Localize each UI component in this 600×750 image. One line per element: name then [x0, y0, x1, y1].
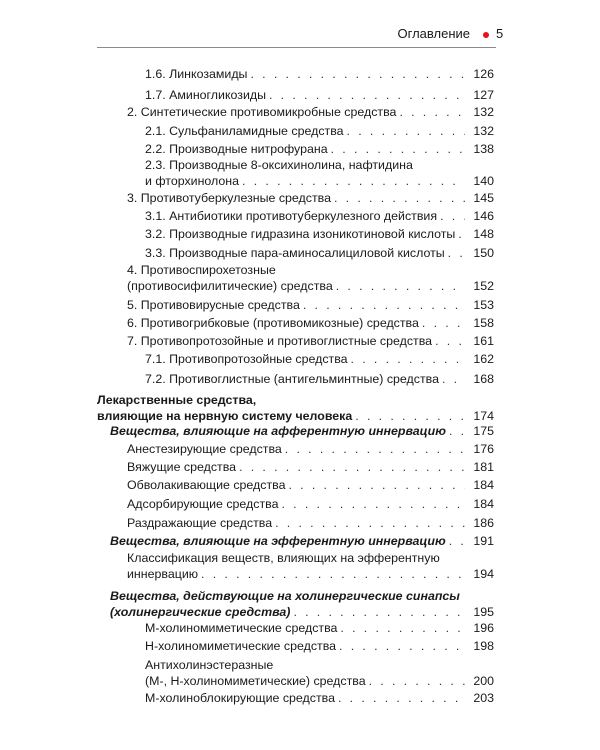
toc-entry-page: 161: [473, 334, 494, 348]
toc-entry-title: Анестезирующие средства: [127, 442, 282, 456]
dot-leader: [422, 315, 465, 331]
toc-entry: [145, 226, 494, 242]
toc-entry: [127, 315, 494, 331]
toc-entry-title: М-холиномиметические средства: [145, 621, 338, 635]
toc-entry: [127, 441, 494, 457]
dot-leader: [339, 638, 465, 654]
toc-entry-page: 132: [473, 105, 494, 119]
toc-entry: [127, 515, 494, 531]
dot-leader: [201, 566, 465, 582]
dot-leader: [285, 441, 465, 457]
toc-entry-title: 3.1. Антибиотики противотуберкулезного действия: [145, 209, 438, 223]
toc-entry-title: 2. Синтетические противомикробные средства: [127, 105, 397, 119]
dot-leader: [449, 423, 465, 439]
dot-leader: [399, 104, 465, 120]
dot-leader: [369, 673, 465, 689]
toc-entry-page: 168: [473, 372, 494, 386]
toc-entry-page: 148: [473, 227, 494, 241]
toc-section-entry: [110, 533, 494, 549]
toc-entry: [127, 190, 494, 206]
toc-entry-page: 152: [473, 279, 494, 293]
toc-entry: [145, 66, 494, 82]
dot-leader: [449, 533, 465, 549]
toc-entry-title-line1: 2.3. Производные 8-оксихинолина, нафтидина: [145, 158, 413, 172]
dot-leader: [340, 620, 465, 636]
toc-entry-title: Вяжущие средства: [127, 460, 237, 474]
toc-entry: [127, 297, 494, 313]
toc-entry: [127, 496, 494, 512]
dot-leader: [331, 141, 465, 157]
toc-entry: [145, 208, 494, 224]
toc-entry: [127, 104, 494, 120]
dot-leader: [303, 297, 465, 313]
toc-entry-title: Адсорбирующие средства: [127, 497, 279, 511]
dot-leader: [435, 333, 465, 349]
toc-entry: [145, 123, 494, 139]
toc-entry-title-line1: Антихолинэстеразные: [145, 658, 274, 672]
dot-leader: [334, 190, 465, 206]
toc-entry-page: 140: [473, 174, 494, 188]
toc-entry-title: 5. Противовирусные средства: [127, 298, 300, 312]
header-rule: [97, 47, 496, 48]
toc-entry-page: 162: [473, 352, 494, 366]
toc-entry-title: 3.3. Производные пара-аминосалициловой кислоты: [145, 246, 445, 260]
toc-entry: [127, 459, 494, 475]
toc-entry-page: 146: [473, 209, 494, 223]
toc-entry: [127, 333, 494, 349]
toc-entry-page: 126: [473, 67, 494, 81]
toc-entry-title: М-холиноблокирующие средства: [145, 691, 335, 705]
toc-entry: [127, 477, 494, 493]
toc-entry-page: 158: [473, 316, 494, 330]
toc-entry-page: 145: [473, 191, 494, 205]
dot-leader: [355, 408, 465, 424]
toc-entry-page: 198: [473, 639, 494, 653]
toc-entry: [145, 620, 494, 636]
toc-entry-page: 203: [473, 691, 494, 705]
toc-section-entry: [110, 588, 494, 620]
dot-leader: [442, 371, 465, 387]
dot-leader: [347, 123, 465, 139]
dot-leader: [336, 278, 465, 294]
toc-entry-title: 1.7. Аминогликозиды: [145, 88, 266, 102]
toc-entry-title: (холинергические средства): [110, 605, 291, 619]
toc-entry: [145, 371, 494, 387]
toc-entry-title: Н-холиномиметические средства: [145, 639, 337, 653]
toc-entry-page: 186: [473, 516, 494, 530]
toc-entry-title-line1: Лекарственные средства,: [97, 393, 257, 407]
toc-entry-title: Вещества, влияющие на афферентную иннервацию: [110, 424, 446, 438]
toc-entry-page: 196: [473, 621, 494, 635]
toc-entry-page: 127: [473, 88, 494, 102]
dot-leader: [448, 245, 465, 261]
toc-entry-page: 184: [473, 478, 494, 492]
dot-leader: [275, 515, 465, 531]
toc-entry-title: влияющие на нервную систему человека: [97, 409, 353, 423]
toc-entry: [145, 690, 494, 706]
dot-leader: [288, 477, 465, 493]
toc-entry: [145, 87, 494, 103]
toc-entry-page: 132: [473, 124, 494, 138]
toc-entry-title: 2.2. Производные нитрофурана: [145, 142, 328, 156]
dot-leader: [242, 173, 465, 189]
toc-entry-title: 7.2. Противоглистные (антигельминтные) средства: [145, 372, 439, 386]
toc-entry-title: 6. Противогрибковые (противомикозные) средства: [127, 316, 419, 330]
toc-entry-title-line1: Вещества, действующие на холинергические синапсы: [110, 589, 460, 603]
toc-chapter-entry: [97, 392, 494, 424]
toc-entry-page: 174: [473, 409, 494, 423]
toc-entry-page: 150: [473, 246, 494, 260]
toc-entry-page: 184: [473, 497, 494, 511]
toc-entry-page: 138: [473, 142, 494, 156]
dot-leader: [351, 351, 465, 367]
toc-entry-page: 176: [473, 442, 494, 456]
toc-entry-title: 1.6. Линкозамиды: [145, 67, 248, 81]
toc-entry-title: и фторхинолона: [145, 174, 240, 188]
dot-leader: [440, 208, 465, 224]
toc-entry-title: 7. Противопротозойные и противоглистные средства: [127, 334, 433, 348]
toc-entry-title: Обволакивающие средства: [127, 478, 286, 492]
toc-entry-title: Вещества, влияющие на эфферентную иннервацию: [110, 534, 446, 548]
toc-section-entry: [110, 423, 494, 439]
dot-leader: [269, 87, 465, 103]
toc-entry-title: Раздражающие средства: [127, 516, 273, 530]
toc-entry: [127, 262, 494, 294]
dot-leader: [458, 226, 465, 242]
toc-entry: [145, 657, 494, 689]
toc-entry-title: 2.1. Сульфаниламидные средства: [145, 124, 344, 138]
toc-entry-title: (М-, Н-холиномиметические) средства: [145, 674, 366, 688]
toc-entry-page: 153: [473, 298, 494, 312]
toc-entry-title-line1: Классификация веществ, влияющих на эфферентную: [127, 551, 440, 565]
toc-entry-title: 3.2. Производные гидразина изоникотиновой кислоты: [145, 227, 456, 241]
toc-entry-title: иннервацию: [127, 567, 199, 581]
page-number: 5: [496, 26, 504, 41]
toc-entry: [145, 245, 494, 261]
dot-leader: [281, 496, 465, 512]
toc-entry-title: 7.1. Противопротозойные средства: [145, 352, 348, 366]
toc-entry: [145, 638, 494, 654]
toc-entry-page: 175: [473, 424, 494, 438]
toc-entry-page: 191: [473, 534, 494, 548]
toc-entry-page: 200: [473, 674, 494, 688]
toc-entry: [145, 141, 494, 157]
dot-leader: [338, 690, 465, 706]
header-bullet-dot: [483, 32, 489, 38]
dot-leader: [239, 459, 465, 475]
toc-entry-page: 181: [473, 460, 494, 474]
toc-entry-title-line1: 4. Противоспирохетозные: [127, 263, 276, 277]
toc-entry: [127, 550, 494, 582]
dot-leader: [250, 66, 465, 82]
toc-entry-title: (противосифилитические) средства: [127, 279, 333, 293]
toc-entry-page: 194: [473, 567, 494, 581]
toc-entry-page: 195: [473, 605, 494, 619]
toc-entry-title: 3. Противотуберкулезные средства: [127, 191, 331, 205]
toc-entry: [145, 351, 494, 367]
running-header-title: Оглавление: [397, 26, 470, 41]
toc-entry: [145, 157, 494, 189]
dot-leader: [293, 604, 465, 620]
